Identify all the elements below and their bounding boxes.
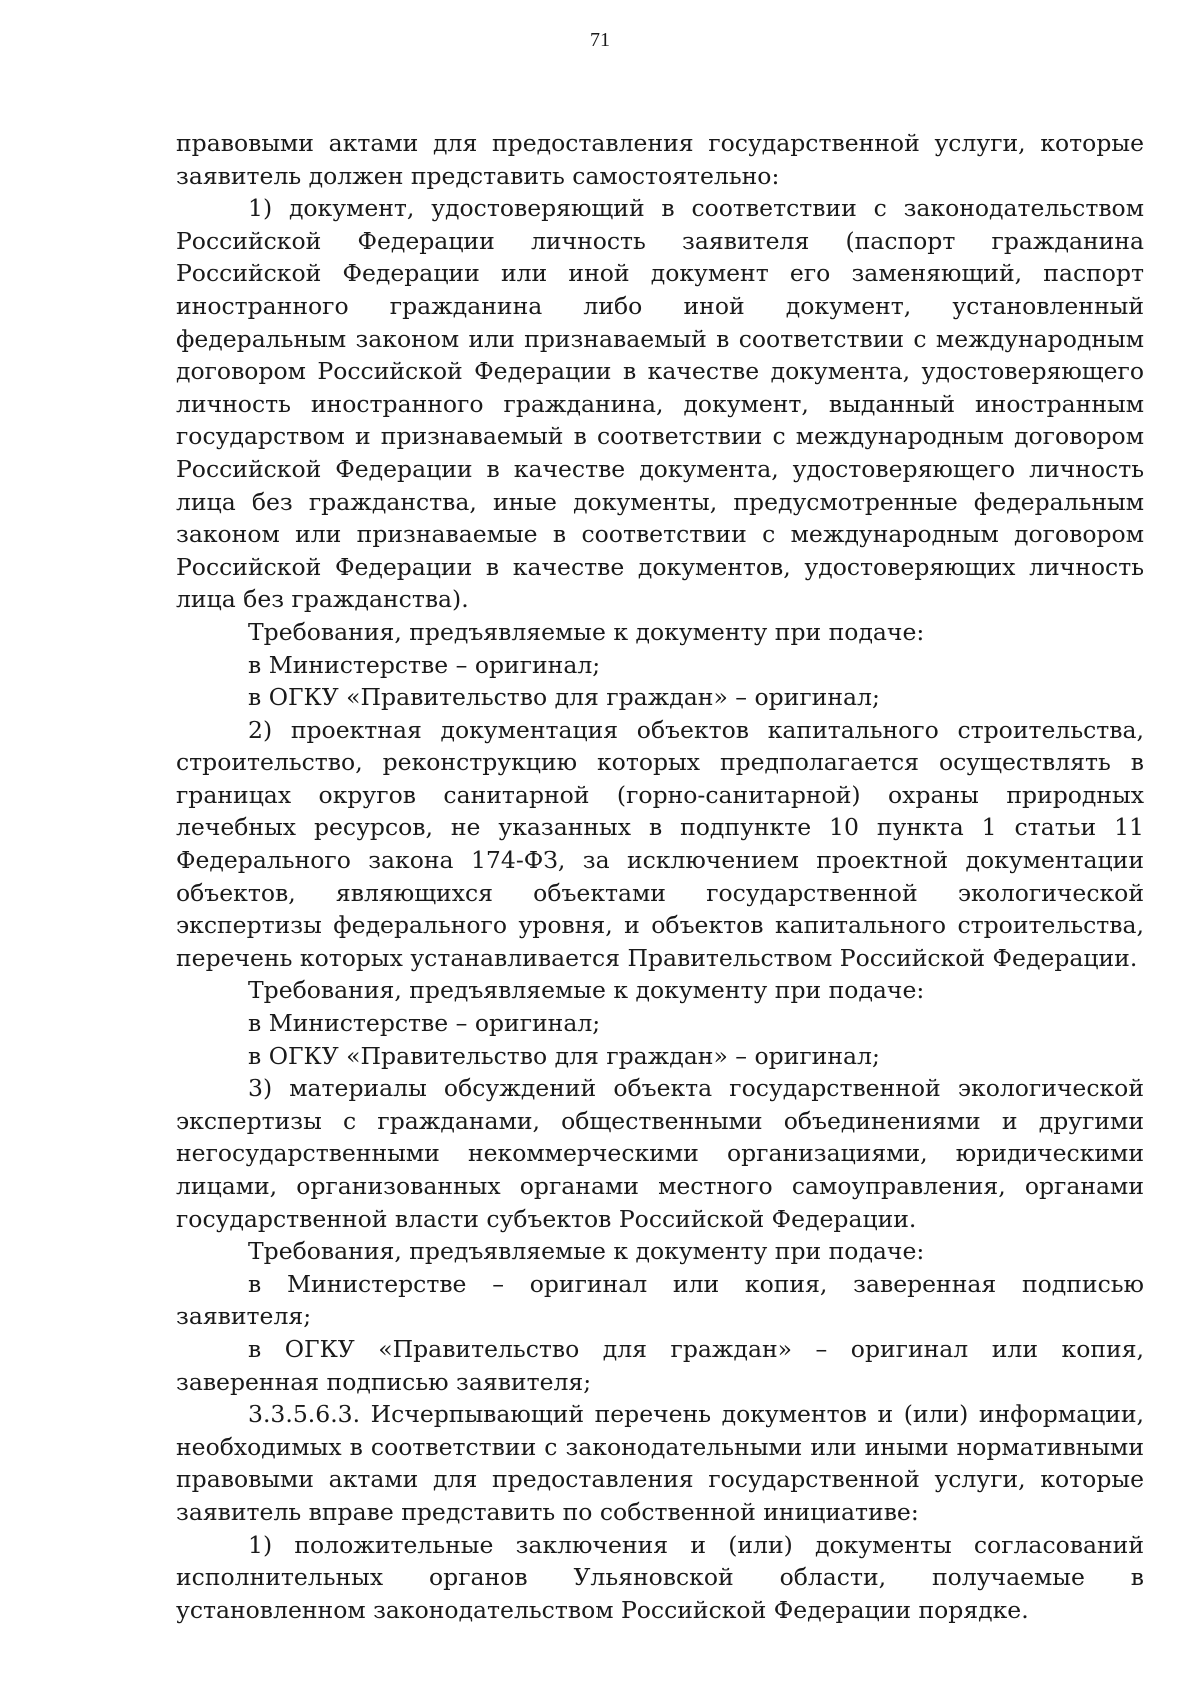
paragraph: 2) проектная документация объектов капитального строительства, строительство, реконструкцию которых предполагается осуществлять в границах округов санитарной (горно-санитарной) охраны природных лечебных ресурсов, не указанных в подпункте 10 пункта 1 статьи 11 Федерального закона 174-ФЗ, за исключением проектной документации объектов, являющихся объектами государственной экологической экспертизы федерального уровня, и объектов капитального строительства, перечень которых устанавливается Правительством Российской Федерации. (176, 715, 1144, 972)
paragraph: в ОГКУ «Правительство для граждан» – оригинал; (248, 1041, 880, 1070)
paragraph: в ОГКУ «Правительство для граждан» – оригинал; (248, 683, 880, 712)
paragraph: Требования, предъявляемые к документу при подаче: (248, 617, 925, 646)
paragraph: в Министерстве – оригинал; (248, 650, 601, 679)
paragraph: правовыми актами для предоставления государственной услуги, которые заявитель должен представить самостоятельно: (176, 129, 1144, 190)
paragraph: Требования, предъявляемые к документу при подаче: (248, 976, 925, 1005)
paragraph: в Министерстве – оригинал или копия, заверенная подписью заявителя; (176, 1269, 1144, 1331)
paragraph: 3) материалы обсуждений объекта государственной экологической экспертизы с гражданами, общественными объединениями и другими негосударственными некоммерческими организациями, юридическими лицами, организованных органами местного самоуправления, органами государственной власти субъектов Российской Федерации. (176, 1074, 1144, 1233)
paragraph: в Министерстве – оригинал; (248, 1009, 601, 1038)
page-number: 71 (590, 29, 610, 51)
paragraph: 3.3.5.6.3. Исчерпывающий перечень документов и (или) информации, необходимых в соответствии с законодательными или иными нормативными правовыми актами для предоставления государственной услуги, которые заявитель вправе представить по собственной инициативе: (176, 1400, 1144, 1526)
paragraph: Требования, предъявляемые к документу при подаче: (248, 1237, 925, 1266)
paragraph: 1) документ, удостоверяющий в соответствии с законодательством Российской Федерации личность заявителя (паспорт гражданина Российской Федерации или иной документ его заменяющий, паспорт иностранного гражданина либо иной документ, установленный федеральным законом или признаваемый в соответствии с международным договором Российской Федерации в качестве документа, удостоверяющего личность иностранного гражданина, документ, выданный иностранным государством и признаваемый в соответствии с международным договором Российской Федерации в качестве документа, удостоверяющего личность лица без гражданства, иные документы, предусмотренные федеральным законом или признаваемые в соответствии с международным договором Российской Федерации в качестве документов, удостоверяющих личность лица без гражданства). (176, 194, 1144, 614)
paragraph: 1) положительные заключения и (или) документы согласований исполнительных органов Ульяновской области, получаемые в установленном законодательством Российской Федерации порядке. (176, 1530, 1144, 1624)
paragraph: в ОГКУ «Правительство для граждан» – оригинал или копия, заверенная подписью заявителя; (176, 1334, 1144, 1396)
document-body (176, 127, 1144, 1626)
